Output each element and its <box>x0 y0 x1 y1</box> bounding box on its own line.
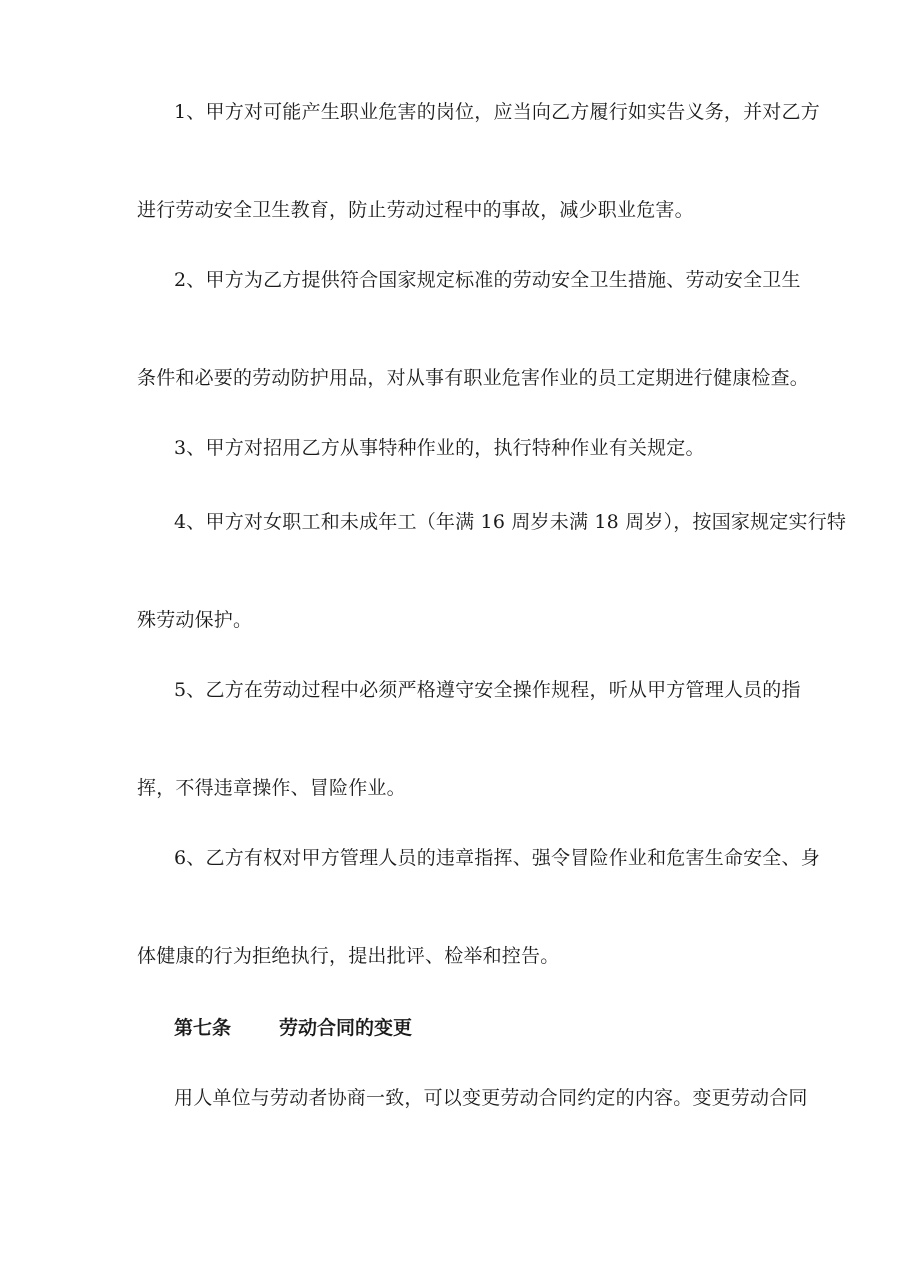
article-title: 劳动合同的变更 <box>279 1017 413 1039</box>
clause-1-line-2: 进行劳动安全卫生教育，防止劳动过程中的事故，减少职业危害。 <box>137 199 694 221</box>
clause-5-line-1: 5、乙方在劳动过程中必须严格遵守安全操作规程，听从甲方管理人员的指 <box>174 679 801 701</box>
article-heading <box>174 1016 412 1040</box>
clause-1-line-1: 1、甲方对可能产生职业危害的岗位，应当向乙方履行如实告义务，并对乙方 <box>174 101 820 123</box>
article-7-line-1: 用人单位与劳动者协商一致，可以变更劳动合同约定的内容。变更劳动合同 <box>174 1087 808 1109</box>
clause-2-line-2: 条件和必要的劳动防护用品，对从事有职业危害作业的员工定期进行健康检查。 <box>137 367 810 389</box>
clause-3-line-1: 3、甲方对招用乙方从事特种作业的，执行特种作业有关规定。 <box>174 437 705 459</box>
clause-4-line-2: 殊劳动保护。 <box>137 609 253 631</box>
clause-6-line-1: 6、乙方有权对甲方管理人员的违章指挥、强令冒险作业和危害生命安全、身 <box>174 847 820 869</box>
clause-2-line-1: 2、甲方为乙方提供符合国家规定标准的劳动安全卫生措施、劳动安全卫生 <box>174 269 801 291</box>
clause-5-line-2: 挥，不得违章操作、冒险作业。 <box>137 777 406 799</box>
clause-6-line-2: 体健康的行为拒绝执行，提出批评、检举和控告。 <box>137 945 560 967</box>
clause-4-line-1: 4、甲方对女职工和未成年工（年满 16 周岁未满 18 周岁），按国家规定实行特 <box>174 511 847 533</box>
article-number: 第七条 <box>174 1017 232 1039</box>
